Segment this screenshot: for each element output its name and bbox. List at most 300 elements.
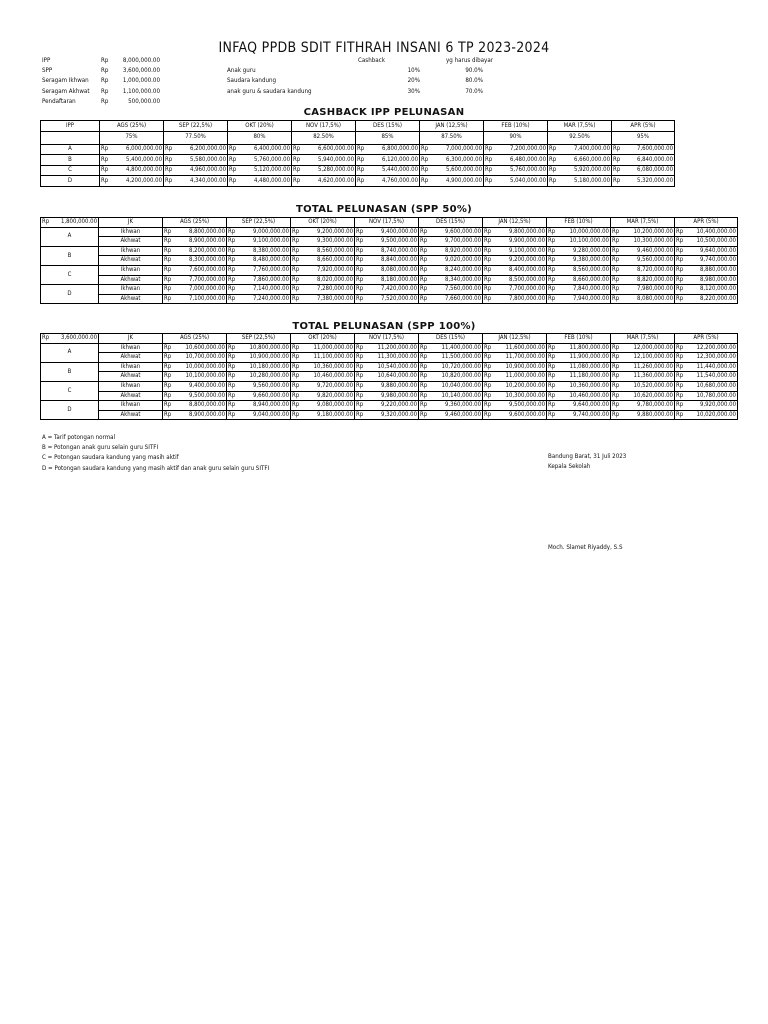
currency-label: Rp <box>164 275 172 283</box>
currency-label: Rp <box>164 237 172 245</box>
currency-label: Rp <box>549 155 557 163</box>
amount-value: 10,820,000.00 <box>441 372 481 380</box>
amount-value: 11,000,000.00 <box>313 343 353 351</box>
table-row <box>41 362 738 372</box>
gender-label: Akhwat <box>99 256 163 266</box>
cashback-table <box>40 120 675 187</box>
amount-cell <box>483 391 547 401</box>
amount-cell <box>227 353 291 363</box>
table-row <box>41 381 738 391</box>
fee-amount: 8,000,000.00 <box>122 57 160 64</box>
amount-value: 9,740,000.00 <box>572 410 609 418</box>
amount-value: 9,000,000.00 <box>252 227 289 235</box>
percent-cell: 87.50% <box>420 131 484 144</box>
amount-cell <box>675 372 738 382</box>
amount-value: 5,760,000.00 <box>253 155 290 163</box>
column-header: MAR (7,5%) <box>611 334 675 344</box>
amount-value: 8,720,000.00 <box>636 266 673 274</box>
amount-cell <box>355 410 419 420</box>
currency-label: Rp <box>293 155 301 163</box>
amount-cell <box>163 227 227 237</box>
currency-label: Rp <box>228 382 236 390</box>
amount-value: 8,940,000.00 <box>252 401 289 409</box>
column-header: DES (15%) <box>419 334 483 344</box>
currency-label: Rp <box>484 294 492 302</box>
amount-cell <box>163 362 227 372</box>
group-label: C <box>41 265 99 284</box>
blank-cell <box>41 131 100 144</box>
column-header: NOV (17,5%) <box>355 334 419 344</box>
amount-cell <box>227 275 291 285</box>
amount-value: 7,140,000.00 <box>252 285 289 293</box>
amount-cell <box>227 343 291 353</box>
currency-label: Rp <box>484 391 492 399</box>
currency-label: Rp <box>420 246 428 254</box>
currency-label: Rp <box>356 353 364 361</box>
amount-value: 10,000,000.00 <box>569 227 609 235</box>
gender-label: Ikhwan <box>99 265 163 275</box>
amount-cell <box>227 381 291 391</box>
amount-cell <box>355 227 419 237</box>
currency-label: Rp <box>612 275 620 283</box>
amount-value: 4,900,000.00 <box>445 176 482 184</box>
currency-label: Rp <box>548 266 556 274</box>
amount-value: 8,240,000.00 <box>444 266 481 274</box>
amount-value: 8,800,000.00 <box>188 401 225 409</box>
amount-value: 9,560,000.00 <box>636 256 673 264</box>
currency-label: Rp <box>420 256 428 264</box>
amount-cell <box>291 401 355 411</box>
currency-label: Rp <box>485 155 493 163</box>
amount-value: 9,100,000.00 <box>252 237 289 245</box>
amount-cell <box>547 246 611 256</box>
column-header: JK <box>99 334 163 344</box>
gender-label: Akhwat <box>99 353 163 363</box>
column-header: APR (5%) <box>675 218 738 228</box>
amount-cell <box>419 343 483 353</box>
amount-cell <box>611 410 675 420</box>
amount-cell <box>164 165 228 176</box>
amount-cell <box>355 343 419 353</box>
amount-cell <box>420 165 484 176</box>
amount-value: 9,880,000.00 <box>380 382 417 390</box>
amount-cell <box>227 246 291 256</box>
amount-cell <box>483 372 547 382</box>
currency-label: Rp <box>228 285 236 293</box>
amount-value: 12,300,000.00 <box>696 353 736 361</box>
amount-value: 5,920,000.00 <box>573 166 610 174</box>
table-row <box>41 391 738 401</box>
amount-cell <box>483 246 547 256</box>
amount-cell <box>483 294 547 304</box>
amount-cell <box>675 237 738 247</box>
currency-label: Rp <box>420 353 428 361</box>
currency-label: Rp <box>164 294 172 302</box>
amount-value: 10,460,000.00 <box>313 372 353 380</box>
amount-value: 9,600,000.00 <box>508 410 545 418</box>
fee-amount: 1,100,000.00 <box>122 87 160 95</box>
currency-label: Rp <box>164 256 172 264</box>
table-row <box>41 246 738 256</box>
amount-cell <box>483 265 547 275</box>
amount-value: 9,020,000.00 <box>444 256 481 264</box>
amount-value: 10,620,000.00 <box>633 391 673 399</box>
amount-value: 7,800,000.00 <box>508 294 545 302</box>
amount-value: 10,520,000.00 <box>633 382 673 390</box>
currency-label: Rp <box>356 266 364 274</box>
gender-label: Akhwat <box>99 410 163 420</box>
currency-label: Rp <box>485 176 493 184</box>
amount-value: 9,640,000.00 <box>699 246 736 254</box>
amount-cell <box>611 343 675 353</box>
amount-value: 9,800,000.00 <box>508 227 545 235</box>
amount-cell <box>611 285 675 295</box>
currency-label: Rp <box>612 246 620 254</box>
amount-value: 7,700,000.00 <box>508 285 545 293</box>
amount-cell <box>548 165 612 176</box>
amount-value: 9,400,000.00 <box>188 382 225 390</box>
amount-value: 11,260,000.00 <box>633 362 673 370</box>
amount-value: 5,580,000.00 <box>189 155 226 163</box>
amount-cell <box>291 265 355 275</box>
amount-cell <box>611 353 675 363</box>
currency-label: Rp <box>164 410 172 418</box>
fee-amount: 500,000.00 <box>128 97 160 105</box>
gender-label: Akhwat <box>99 275 163 285</box>
currency-label: Rp <box>164 372 172 380</box>
currency-label: Rp <box>420 275 428 283</box>
column-header: DES (15%) <box>356 121 420 132</box>
currency-label: Rp <box>357 155 365 163</box>
currency-label: Rp <box>612 266 620 274</box>
currency-label: Rp <box>164 401 172 409</box>
column-header: SEP (22,5%) <box>227 334 291 344</box>
currency-label: Rp <box>229 176 237 184</box>
currency-label: Rp <box>613 176 621 184</box>
amount-value: 10,360,000.00 <box>569 382 609 390</box>
currency-label: Rp <box>548 285 556 293</box>
amount-value: 11,700,000.00 <box>505 353 545 361</box>
spp-amount: 3,600,000.00 <box>60 334 97 342</box>
gender-label: Ikhwan <box>99 381 163 391</box>
amount-value: 8,380,000.00 <box>252 246 289 254</box>
amount-cell <box>419 391 483 401</box>
amount-value: 10,100,000.00 <box>569 237 609 245</box>
amount-cell <box>356 165 420 176</box>
legend-notes <box>42 433 269 474</box>
header-row <box>41 218 738 228</box>
amount-cell <box>291 410 355 420</box>
cashback-title: CASHBACK IPP PELUNASAN <box>303 107 465 118</box>
currency-label: Rp <box>228 266 236 274</box>
currency-label: Rp <box>612 353 620 361</box>
amount-value: 10,540,000.00 <box>377 362 417 370</box>
fee-currency: Rp <box>101 57 109 64</box>
currency-label: Rp <box>164 353 172 361</box>
amount-value: 9,460,000.00 <box>444 410 481 418</box>
currency-label: Rp <box>484 285 492 293</box>
amount-value: 4,960,000.00 <box>189 166 226 174</box>
currency-label: Rp <box>229 166 237 174</box>
amount-value: 7,200,000.00 <box>509 145 546 153</box>
currency-label: Rp <box>164 362 172 370</box>
currency-label: Rp <box>549 166 557 174</box>
amount-value: 8,740,000.00 <box>380 246 417 254</box>
amount-value: 6,400,000.00 <box>253 145 290 153</box>
gender-label: Akhwat <box>99 294 163 304</box>
currency-label: Rp <box>676 372 684 380</box>
amount-value: 8,840,000.00 <box>380 256 417 264</box>
column-header: OKT (20%) <box>291 334 355 344</box>
currency-label: Rp <box>292 227 300 235</box>
header-row <box>41 121 675 132</box>
currency-label: Rp <box>420 294 428 302</box>
currency-label: Rp <box>613 166 621 174</box>
currency-label: Rp <box>357 166 365 174</box>
currency-label: Rp <box>676 401 684 409</box>
currency-label: Rp <box>228 372 236 380</box>
amount-value: 9,500,000.00 <box>188 391 225 399</box>
amount-value: 11,100,000.00 <box>313 353 353 361</box>
currency-label: Rp <box>292 382 300 390</box>
amount-cell <box>227 391 291 401</box>
amount-cell <box>419 401 483 411</box>
currency-label: Rp <box>229 145 237 153</box>
currency-label: Rp <box>484 410 492 418</box>
discount-label: Anak guru <box>227 67 256 75</box>
amount-value: 5,940,000.00 <box>317 155 354 163</box>
amount-cell <box>355 256 419 266</box>
amount-cell <box>355 265 419 275</box>
currency-label: Rp <box>676 410 684 418</box>
column-header: AGS (25%) <box>100 121 164 132</box>
currency-label: Rp <box>612 227 620 235</box>
fee-label: SPP <box>42 67 53 75</box>
column-header: JAN (12,5%) <box>483 334 547 344</box>
currency-label: Rp <box>357 145 365 153</box>
currency-label: Rp <box>228 256 236 264</box>
currency-label: Rp <box>612 391 620 399</box>
currency-label: Rp <box>164 382 172 390</box>
amount-cell <box>292 155 356 166</box>
currency-label: Rp <box>356 246 364 254</box>
currency-label: Rp <box>421 145 429 153</box>
amount-cell <box>484 144 548 155</box>
table-row <box>41 227 738 237</box>
currency-label: Rp <box>484 256 492 264</box>
discount-cashback: 10% <box>407 67 420 75</box>
amount-cell <box>355 362 419 372</box>
currency-label: Rp <box>484 246 492 254</box>
amount-value: 10,100,000.00 <box>185 372 225 380</box>
amount-value: 4,760,000.00 <box>381 176 418 184</box>
amount-cell <box>611 256 675 266</box>
currency-label: Rp <box>228 401 236 409</box>
amount-value: 4,620,000.00 <box>317 176 354 184</box>
amount-cell <box>484 176 548 187</box>
table-row <box>41 265 738 275</box>
currency-label: Rp <box>548 401 556 409</box>
currency-label: Rp <box>293 176 301 184</box>
currency-label: Rp <box>420 343 428 351</box>
amount-value: 5,440,000.00 <box>381 166 418 174</box>
percent-cell: 92.50% <box>548 131 612 144</box>
gender-label: Ikhwan <box>99 227 163 237</box>
amount-value: 10,900,000.00 <box>505 362 545 370</box>
amount-value: 11,440,000.00 <box>696 362 736 370</box>
amount-value: 11,300,000.00 <box>377 353 417 361</box>
amount-cell <box>291 246 355 256</box>
amount-value: 11,200,000.00 <box>377 343 417 351</box>
amount-cell <box>419 256 483 266</box>
currency-label: Rp <box>420 401 428 409</box>
amount-cell <box>612 165 675 176</box>
amount-cell <box>675 246 738 256</box>
amount-cell <box>163 237 227 247</box>
amount-cell <box>675 401 738 411</box>
amount-cell <box>291 237 355 247</box>
currency-label: Rp <box>228 410 236 418</box>
currency-label: Rp <box>292 391 300 399</box>
currency-label: Rp <box>548 275 556 283</box>
amount-value: 7,100,000.00 <box>188 294 225 302</box>
amount-value: 8,980,000.00 <box>699 275 736 283</box>
amount-cell <box>483 401 547 411</box>
amount-cell <box>483 410 547 420</box>
spp-cell <box>41 218 99 228</box>
currency-label: Rp <box>356 285 364 293</box>
amount-cell <box>355 401 419 411</box>
amount-cell <box>355 391 419 401</box>
currency-label: Rp <box>612 237 620 245</box>
amount-cell <box>611 294 675 304</box>
amount-value: 9,820,000.00 <box>316 391 353 399</box>
amount-value: 10,600,000.00 <box>185 343 225 351</box>
table-row <box>41 165 675 176</box>
amount-value: 7,760,000.00 <box>252 266 289 274</box>
amount-cell <box>483 362 547 372</box>
column-header: MAR (7,5%) <box>548 121 612 132</box>
amount-cell <box>484 155 548 166</box>
amount-value: 5,040,000.00 <box>509 176 546 184</box>
currency-label: Rp <box>676 391 684 399</box>
amount-value: 9,100,000.00 <box>508 246 545 254</box>
spp-amount: 1,800,000.00 <box>60 218 97 226</box>
amount-cell <box>227 294 291 304</box>
amount-cell <box>548 176 612 187</box>
currency-label: Rp <box>613 145 621 153</box>
amount-cell <box>227 265 291 275</box>
amount-value: 9,180,000.00 <box>316 410 353 418</box>
amount-value: 7,940,000.00 <box>572 294 609 302</box>
amount-cell <box>163 256 227 266</box>
amount-cell <box>675 275 738 285</box>
note-line: A = Tarif potongan normal <box>42 434 116 441</box>
currency-label: Rp <box>484 401 492 409</box>
amount-value: 8,480,000.00 <box>252 256 289 264</box>
percent-cell: 77.50% <box>164 131 228 144</box>
amount-value: 5,400,000.00 <box>125 155 162 163</box>
currency-label: Rp <box>229 155 237 163</box>
amount-cell <box>291 256 355 266</box>
currency-label: Rp <box>101 145 109 153</box>
amount-cell <box>675 294 738 304</box>
amount-cell <box>163 343 227 353</box>
currency-label: Rp <box>420 362 428 370</box>
currency-label: Rp <box>676 294 684 302</box>
currency-label: Rp <box>612 362 620 370</box>
currency-label: Rp <box>292 410 300 418</box>
currency-label: Rp <box>420 266 428 274</box>
amount-cell <box>419 227 483 237</box>
pay-header: yg harus dibayar <box>446 57 494 64</box>
amount-cell <box>611 227 675 237</box>
amount-value: 9,600,000.00 <box>444 227 481 235</box>
amount-value: 9,220,000.00 <box>380 401 417 409</box>
currency-label: Rp <box>484 275 492 283</box>
amount-value: 8,800,000.00 <box>188 227 225 235</box>
amount-value: 7,240,000.00 <box>252 294 289 302</box>
amount-cell <box>420 155 484 166</box>
amount-cell <box>100 144 164 155</box>
amount-value: 8,660,000.00 <box>572 275 609 283</box>
currency-label: Rp <box>484 382 492 390</box>
amount-value: 7,920,000.00 <box>316 266 353 274</box>
currency-label: Rp <box>228 294 236 302</box>
signature-name: Moch. Slamet Riyaddy, S.S <box>548 544 623 551</box>
total50-table <box>40 217 738 304</box>
amount-cell <box>163 391 227 401</box>
currency-label: Rp <box>420 285 428 293</box>
amount-value: 4,800,000.00 <box>125 166 162 174</box>
amount-value: 5,180,000.00 <box>573 176 610 184</box>
currency-label: Rp <box>420 382 428 390</box>
amount-value: 4,480,000.00 <box>253 176 290 184</box>
currency-label: Rp <box>676 227 684 235</box>
currency-label: Rp <box>484 266 492 274</box>
amount-value: 7,600,000.00 <box>188 266 225 274</box>
amount-cell <box>163 294 227 304</box>
amount-cell <box>163 410 227 420</box>
fee-amount: 3,600,000.00 <box>122 67 160 75</box>
amount-cell <box>547 391 611 401</box>
currency-label: Rp <box>484 343 492 351</box>
percent-cell: 90% <box>484 131 548 144</box>
currency-label: Rp <box>42 218 50 226</box>
note-line: B = Potongan anak guru selain guru SITFI <box>42 444 159 452</box>
amount-value: 10,640,000.00 <box>377 372 417 380</box>
amount-cell <box>547 227 611 237</box>
amount-value: 9,460,000.00 <box>636 246 673 254</box>
amount-cell <box>355 285 419 295</box>
amount-value: 5,600,000.00 <box>445 166 482 174</box>
amount-value: 10,200,000.00 <box>633 227 673 235</box>
fee-label: Seragam Akhwat <box>42 87 90 95</box>
currency-label: Rp <box>548 256 556 264</box>
currency-label: Rp <box>612 401 620 409</box>
amount-value: 8,300,000.00 <box>188 256 225 264</box>
currency-label: Rp <box>356 343 364 351</box>
table-row <box>41 256 738 266</box>
amount-value: 7,600,000.00 <box>636 145 673 153</box>
amount-value: 10,360,000.00 <box>313 362 353 370</box>
amount-value: 10,800,000.00 <box>249 343 289 351</box>
amount-cell <box>355 237 419 247</box>
amount-value: 9,660,000.00 <box>252 391 289 399</box>
amount-cell <box>164 144 228 155</box>
amount-cell <box>547 401 611 411</box>
amount-value: 9,040,000.00 <box>252 410 289 418</box>
